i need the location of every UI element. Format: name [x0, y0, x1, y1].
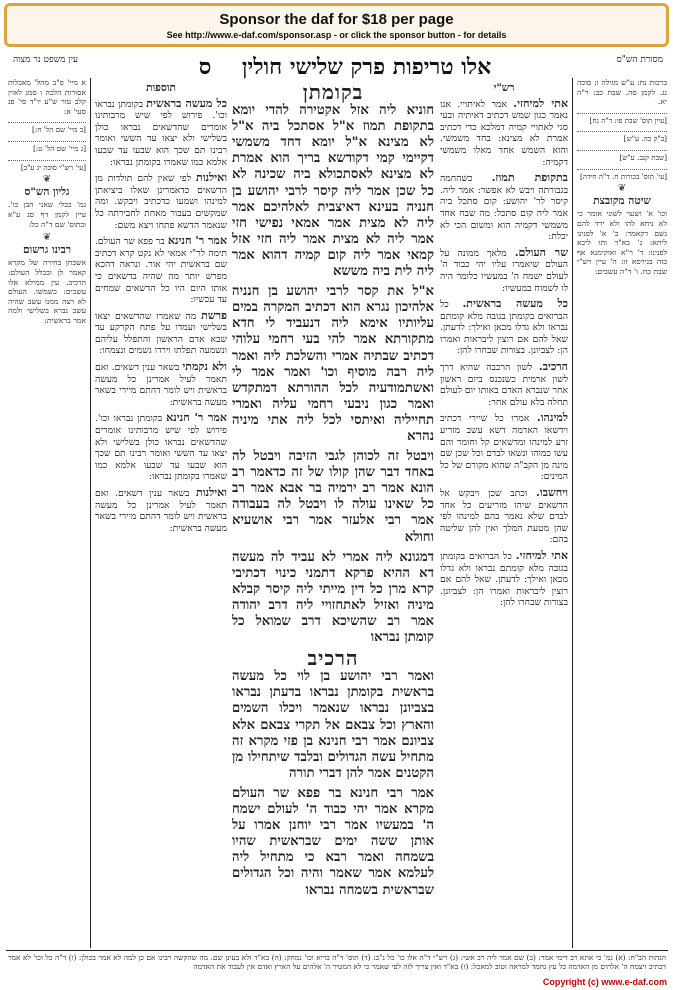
rashi-entry: [440, 412, 568, 483]
running-title-text: אלו טריפות פרק שלישי חולין: [241, 54, 492, 80]
tosafot-entry: [95, 172, 227, 231]
hagahot-footer: הגהות הב"ח: (א) גמ' כי אתא רב דימי אמר: (ב) שם אמר ליה רב אשי: (ג) רש"י ד"ה אלו כו' כל נ"ב: (ד) תוס' ד"ה בריא וכו' נמחק: (ה) בא"ד ולא בעינן שם. מה שהקשה רבינו אם כן למה לא אמר בכולן: (ו) ד"ה כל וכו' לא אמר דכתיב ויצמח ה' אלהים מן האדמה כל עץ נחמד למראה וטוב למאכל: (ז) בא"ד ואין צריך לזה לפי שאמר כי לא המטיר ה' אלהים על הארץ ואדם אין לעבוד את האדמה: [8, 953, 666, 972]
tosafot-entry: [95, 412, 227, 483]
ornament-divider: ❦: [42, 232, 52, 244]
rashi-entry-text: וכתב שכן ויבקש אל הדשאים שיהו מזריעים כל אחד לבדם שלא נאמר בהם למינהו לפי שהן מטעת המלך ואין להן שליטה בהם:: [440, 488, 568, 546]
tosafot-entry: [95, 310, 227, 357]
ornament-divider: ❦: [617, 183, 627, 195]
tosafot-entry: [95, 487, 227, 534]
gemara-paragraph: ואמר רבי יהושע בן לוי כל מעשה בראשית בקומתן נבראו בדעתן נבראו בצביונן נבראו שנאמר ויכלו השמים והארץ וכל צבאם אל תקרי צבאם אלא צביונם אמר רבי חנינא בן פזי מקרא זה מתחיל עשה הגדולים ובלבד שיתחילו מן הקטנים אמר להן דברי תורה: [232, 669, 434, 781]
dibur-hamatchil: אתי למיחזי.: [513, 96, 568, 110]
dibur-hamatchil: אמר ר' חנינא: [166, 411, 227, 425]
margin-note: [שבת קנב. ע"ש]: [577, 150, 667, 163]
margin-note: [עיין תוס' שבת פו: ד"ה נח]: [577, 113, 667, 126]
tosafot-entry: [95, 98, 227, 169]
tosafot-title: תוספות: [146, 82, 176, 94]
tosafot-entry-text: מה שאמרו שהדשאים יצאו בשלישי ועמדו על פתח הקרקע עד שבא אדם הראשון והתפלל עליהם ונשמעה תפלתו וירדו גשמים ונצמחו:: [95, 310, 227, 357]
dibur-hamatchil: פרשת: [201, 308, 227, 322]
rashi-title: רש"י: [493, 82, 515, 94]
dibur-hamatchil: בתקופת תמוז.: [491, 171, 568, 185]
tosafot-entry-text: בקומתן נבראו וכו'. פירוש לפי שיש מרבותינו אומרים שהדשאים נבראו כולן בשלישי ולא יצאו עד הששי ואומר רבינו תם שכך הוא שבעו עד שבעו אלמא כמו שאמרו בקומתן נבראו:: [95, 98, 227, 168]
sponsor-subtitle[interactable]: See http://www.e-daf.com/sponsor.asp - or click the sponsor button - for details: [166, 30, 507, 40]
talmud-page: [0, 50, 673, 975]
dibur-hamatchil: כל מעשה בראשית: [146, 96, 227, 110]
rashi-entry: [440, 247, 568, 294]
copyright-link[interactable]: Copyright (c) www.e-daf.com: [542, 977, 667, 987]
margin-note: [עי' רש"י סוכה יג ע"ב]: [8, 160, 86, 173]
margin-note: [ג מיי' שם הל' ט:]: [8, 141, 86, 154]
gemara-paragraph: א"ל את קסר לרבי יהושע בן חנניה אלהיכון נגרא הוא דכתיב המקרה במים עליותיו אימא ליה דנעביד לי חדא מתקורתא אמר להי בעי רחמי עלוהי דכתיב שבתיה אמרי והשלכת ליה ואמר ליה רבה מוסיף וכו' ואמר אמר לי ואשתמודעיה לכל ההורתא דמתקדש ואמר כגון ניבעי רחמי עליה ואמרי תחייליה ואיתסי לכל ליה אתי מיניה נהרא: [232, 284, 434, 444]
shita-mekubetzet-title: שיטה מקובצת: [593, 194, 651, 207]
gilyon-hashas-title: גליון הש"ס: [24, 185, 70, 198]
dibur-hamatchil: אתי למיחזי.: [515, 548, 568, 562]
tosafot-entry: [95, 235, 227, 306]
sponsor-title[interactable]: Sponsor the daf for $18 per page: [219, 11, 454, 28]
gemara-paragraph: חוניא ליה אזל אקטירה להדי יומא בתקופת תמוז א"ל אסתכל ביה א"ל לא מצינא א"ל יומא דחד משמשי דקיימי קמי דקודשא בריך הוא אמרת לא מצינא לאסתכולא ביה שכינה לא כל שכן אמר ליה קיסר לרבי יהושע בן חנניה בעינא דאיצבית לאלהיכם אמר ליה לא מצית אמר אמאי נפישי חזי אמר ליה לא מצית אמר ליה חזי אזל קמאי אמר ליה קום קמיה דהוא אמר ליה לית ביה מששא: [232, 103, 434, 280]
sponsor-banner[interactable]: [4, 3, 669, 47]
masoret-hashas-label: מסורת הש"ס: [616, 55, 663, 65]
rashi-entry: [440, 487, 568, 546]
highlight-word: הרכיב: [307, 646, 359, 671]
rashi-entry-text: מלאך ממונה על העולם שיאמרו עליו יהי כבוד ה' לעולם ישמח ה' במעשיו כלומר היה לו לשמוח במעשיו:: [440, 247, 568, 294]
right-margin-divider: [572, 78, 573, 948]
tosafot-entry-text: לפי שאין להם תולדות מן הדשאים כדאמרינן שאלו ביציאתן למינהו ושמעו כדכתיב ויבקש. ומה שמקשים בעבור מאחת לחבירתה כל שנאמר הדשא פתחו ויצא משם:: [95, 173, 227, 231]
dibur-hamatchil: למינהו.: [536, 411, 568, 425]
ein-mishpat-text: א מיי' פ"ב מהל' מאכלות אסורות הלכה ו סמג לאוין קלב טור ש"ע יו"ד סי' פג סעי' א:: [8, 78, 86, 116]
folio-letter: ס: [198, 54, 212, 80]
dibur-hamatchil: אמר ר' חנינא: [167, 234, 227, 248]
gemara-paragraph: אמר רבי חנינא בר פפא שר העולם מקרא אמר יהי כבוד ה' לעולם ישמח ה' במעשיו אמר רבי יוחנן אמרו על אותן ששה ימים שבראשית שהיו בשמחה ואמר רבא כי מתחיל ליה לעלמא אמר שאמר והיה וכל הגדולים שבראשית בשמחה נבראו: [232, 785, 434, 898]
footer-divider: [6, 950, 668, 951]
margin-note: [עי' תוס' בכורות ח. ד"ה חידה]: [577, 169, 667, 182]
dibur-hamatchil: ואילנות: [195, 486, 227, 499]
gilyon-hashas-text: גמ' בבלי שאני הבן כו'. עיין לקמן דף סג ע"א ובתוס' שם ד"ה כל:: [8, 200, 86, 229]
rashi-entry: [440, 361, 568, 408]
running-title: [165, 54, 525, 80]
rashi-entry-text: לשון הרכבה שהיא דרך לשון ארמית כשנכנס ביום ראשון אחר שנברא האדם באותו יום לעולם תחלה בלא עולם אחר:: [440, 362, 568, 408]
rashi-entry-text: אמרו כל שיירי דכתיב וידשאו האדמה דשא עשב מזריע זרע למינהו ומדשאים קל וחומר והם עשו כמוהו ונשאו לבדם וכל שכן שם מינה מן הקב"ה שהוא מקורם של כל המינים:: [440, 413, 568, 483]
rashi-commentary: [440, 80, 568, 946]
masoret-references: ברכות נח: ע"ש מגילה ו: סוכה נג. לקמן סה. שבת כב: ר"ה יא.: [577, 78, 667, 107]
tosafot-entry-text: בקומתן נבראו וכו'. פירוש לפי שיש מרבותינו אומרים שהדשאים נבראו כולן בשלישי ולא יצאו עד הששי ואומר רבינו תם שכך הוא שבעו עד שבעו אלמא כמו שאמרו בקומתן נבראו:: [95, 413, 227, 483]
rashi-entry-text: כשהחמה בגבורתה ויבש לא אפשר: אמר ליה. קיסר לר' יהושע: קום סתכל ביה אמר ליה קום סתכל: מה שבח אחד משמשי דקמיה הוא ומשום הכי לא יכלת:: [440, 173, 568, 243]
gemara-paragraph: ויבטל זה לכוהן לגבי הזיבה ויבטל לה באחד דבר שהן קולו של זה כדאמר רב הונא אמר רב ירמיה בר אבא אמר רב כל שאינו עולה לו ויבטל לה בעבודה אמר רבי אלעזר אמר רבי אושעיא וחולא: [232, 449, 434, 545]
rabbeinu-gershom-text: אשכחן בחירה של מקרא קאמר לן ובכלל העולם: הרכיב. עין ממילא אלו עשבים: כשמשו. העולם לא רצה ממנו עשב שהיה עשב נברא בשלישי ולמה אמר בראשית:: [8, 258, 86, 325]
dibur-hamatchil: כל מעשה בראשית.: [462, 297, 568, 311]
dibur-hamatchil: ולא נקמתי: [182, 360, 227, 374]
rashi-entry-text: אמר לאיתויי. אנו נאמר כגון שמש דכתיב דאיתיה ובעי סגי לאתויי קמיה דמלכא כדי דכתיב אמרת לא מצינא: בחד משמשי. והוא השמש אחד מאלו משמשי דקמיה:: [440, 98, 568, 168]
rashi-entry: [440, 298, 568, 357]
ein-mishpat-label: עין משפט נר מצוה: [12, 55, 79, 65]
rashi-entry-text: כל הברואים בקומתן בגובה מלא קומתם נבראו ולא גדלו מכאן ואילך: לדעתן. שאל להם אם רוצין ליבראות ואמרו הן: לצביונן. בצורות שבחרו להן:: [440, 550, 568, 609]
gemara-main-text: [232, 80, 434, 946]
rashi-entry: [440, 98, 568, 169]
tosafot-entry-text: בר פפא שר העולם. תימה לר"י אמאי לא נקט קרא דכתיב שם בראשית יהי אור. ונראה דהכא מפרש יותר מה שהיה בדשאים כי אותו היום היו כל הדשאים שמחים עד עכשיו:: [95, 236, 227, 306]
shita-mekubetzet-text: וכו' א' ושער לשוני אומר כי לא ניחא להו ולא ירד להם גשם דקאמר: ב' א' לפנינו ליתא: ג' בא"ד ותו ליכא לפנינו: ד' ר"א ואוקימנא אף בזה בגירסא זו: ה' עיין רש"י שבת כח. ו' ד"ה עשבים:: [577, 209, 667, 276]
right-margin-column: [577, 78, 667, 948]
tosafot-commentary: [95, 80, 227, 946]
opening-word: בקומתן: [302, 80, 364, 104]
dibur-hamatchil: שר העולם.: [514, 245, 568, 259]
rashi-entry: [440, 172, 568, 243]
dibur-hamatchil: ואילנות: [196, 171, 227, 185]
rabbeinu-gershom-title: רבינו גרשום: [22, 243, 72, 256]
margin-note: [ב"ק כה. ע"ש]: [577, 131, 667, 144]
tosafot-entry: [95, 361, 227, 408]
tosafot-entry-text: בשאר ענין דשאים. ואם תאמר לעיל אמרינן כל מעשה בראשית ויש לומר דהתם מיירי בשאר מעשה בראשית:: [95, 488, 227, 534]
dibur-hamatchil: ויחשבו.: [536, 486, 568, 499]
margin-note: [ב מיי' שם הל' ח:]: [8, 122, 86, 135]
gemara-paragraph: דמגונא ליה אמרי לא עביד לה מעשה דא ההיא פרקא דתמני כינוי דכתיבי קרא מרן כל דין מייתי ליה קיסר קבלא מיניה ואזיל לאתחזויי ליה דרב יהודה אמר רב שהשיכא דרב שמואל כל קומתן נבראו: [232, 549, 434, 646]
rashi-entry: [440, 550, 568, 609]
left-margin-column: [8, 78, 86, 948]
rashi-entry-text: כל הברואים בקומתן בגובה מלא קומתם נבראו ולא גדלו מכאן ואילך: לדעתן. שאל להם אם רוצין ליבראות ואמרו הן: לצביונן. בצורות שבחרו להן:: [440, 299, 568, 357]
dibur-hamatchil: הרכיב.: [538, 360, 568, 374]
ornament-divider: ❦: [42, 174, 52, 186]
left-margin-divider: [90, 78, 91, 948]
tosafot-entry-text: בשאר ענין דשאים. ואם תאמר לעיל אמרינן כל מעשה בראשית ויש לומר דהתם מיירי בשאר מעשה בראשית:: [95, 362, 227, 408]
